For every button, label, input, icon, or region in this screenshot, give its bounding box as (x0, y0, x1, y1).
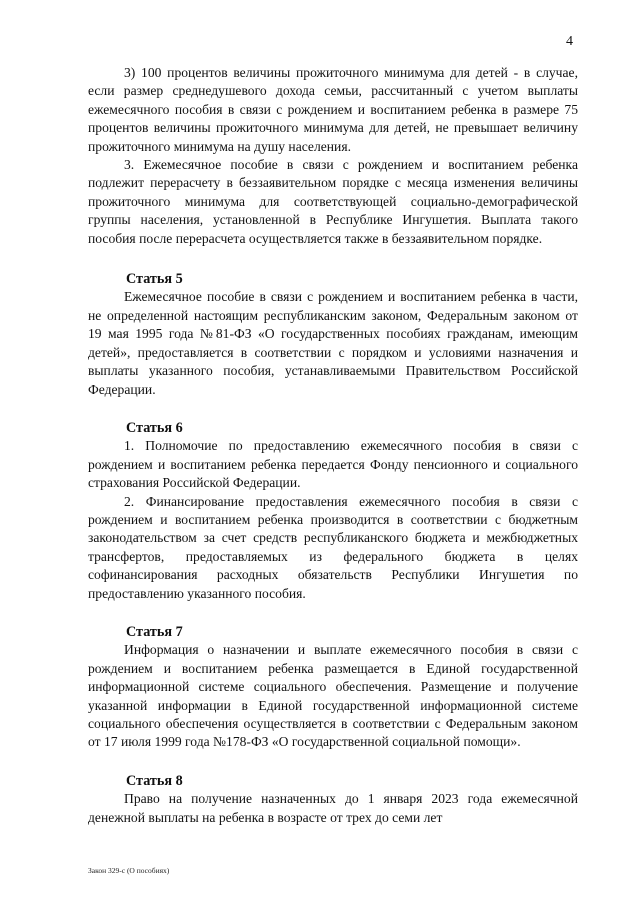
paragraph: 1. Полномочие по предоставлению ежемесячного пособия в связи с рождением и воспитанием ребенка передается Фонду пенсионного и социального страхования Российской Федерации. (88, 438, 578, 491)
paragraph: 3. Ежемесячное пособие в связи с рождением и воспитанием ребенка подлежит перерасчету в беззаявительном порядке с месяца изменения величины прожиточного минимума для соответствующей социально-демографической группы населения, установленной в Республике Ингушетия. Выплата такого пособия после перерасчета осуществляется также в беззаявительном порядке. (88, 157, 578, 246)
paragraph: 2. Финансирование предоставления ежемесячного пособия в связи с рождением и воспитанием ребенка производится в соответствии с бюджетным законодательством за счет средств республиканского бюджета и межбюджетных трансфертов, предоставляемых из федерального бюджета в целях софинансирования расходных обязательств Республики Ингушетия по предоставлению указанного пособия. (88, 493, 578, 601)
article-8-title: Статья 8 (126, 772, 183, 789)
page-number: 4 (566, 34, 573, 49)
paragraph: Право на получение назначенных до 1 января 2023 года ежемесячной денежной выплаты на ребенка в возрасте от трех до семи лет (88, 791, 578, 825)
article-5-title: Статья 5 (126, 271, 183, 288)
article-6-title: Статья 6 (126, 419, 183, 436)
footer-note: Закон 329-с (О пособиях) (88, 866, 170, 875)
paragraph: Информация о назначении и выплате ежемесячного пособия в связи с рождением и воспитанием ребенка размещается в Единой государственной информационной системе социального обеспечения. Размещение и получение указанной информации в Единой государственной информационной системе социального обеспечения осуществляется в соответствии с Федеральным законом от 17 июля 1999 года №178-ФЗ «О государственной социальной помощи». (88, 642, 578, 750)
article-7-title: Статья 7 (126, 623, 183, 640)
paragraph: Ежемесячное пособие в связи с рождением и воспитанием ребенка в части, не определенной настоящим республиканским законом, Федеральным законом от 19 мая 1995 года №81-ФЗ «О государственных пособиях гражданам, имеющим детей», предоставляется в соответствии с порядком и условиями назначения и выплаты указанного пособия, устанавливаемыми Правительством Российской Федерации. (88, 289, 578, 397)
paragraph: 3) 100 процентов величины прожиточного минимума для детей - в случае, если размер среднедушевого дохода семьи, рассчитанный с учетом выплаты ежемесячного пособия в связи с рождением и воспитанием ребенка в размере 75 процентов величины прожиточного минимума для детей, не превышает величину прожиточного минимума на душу населения. (88, 65, 578, 154)
document-body (88, 64, 578, 827)
